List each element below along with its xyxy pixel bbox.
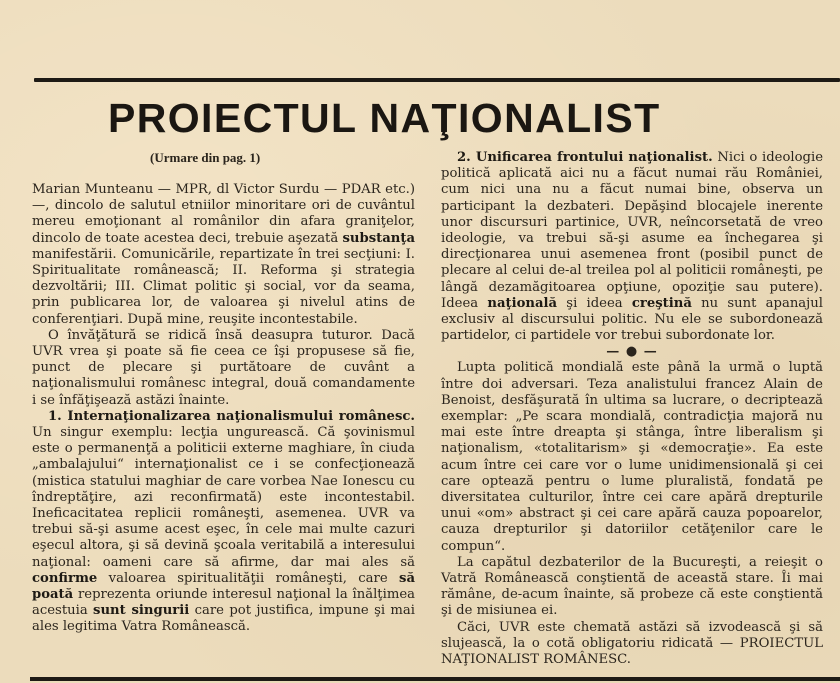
continued-from-note: (Urmare din pag. 1) <box>150 150 261 165</box>
paragraph-right-1 <box>441 150 823 344</box>
bold-text: creştină <box>631 295 692 311</box>
paragraph-left-3 <box>32 409 415 636</box>
bottom-rule-divider <box>30 677 840 681</box>
bold-text: confirme <box>32 570 98 586</box>
text: reprezenta oriunde interesul naţional la înălţimea acestuia <box>32 587 415 619</box>
paragraph-right-3: La capătul dezbaterilor de la Bucureşti, a reieşit o Vatră Românească conştientă de această stare. Îi mai rămâne, de-acum înainte, să probeze că este conştientă şi de misiunea ei. <box>441 554 823 619</box>
text: Nici o ideologie politică aplicată aici nu a făcut numai rău României, cum nici una nu a făcut numai bine, observa un participant la dezbateri. Depăşind blocajele inerente unor discursuri partinice, UVR, neîncorsetată de vreo ideologie, va trebui să-şi asume ea închegarea şi direcţionarea unui asemenea front (posibil punct de plecare al celui de-al treilea pol al politicii româneşti, pe lângă dezamăgitoarea opţiune, opoziţie sau putere). Ideea <box>441 150 824 311</box>
paragraph-left-1 <box>32 182 415 328</box>
left-column <box>32 150 415 636</box>
bold-text: să poată <box>32 570 415 603</box>
bold-text: substanţa <box>342 230 415 246</box>
text: Marian Munteanu — MPR, dl Victor Surdu — PDAR etc.) —, dincolo de salutul etniilor minoritare ori de cuvântul mereu emoţionant al românilor din afara graniţelor, dincolo de toate acestea deci, trebuie aşezată <box>32 182 415 246</box>
section-heading-1: 1. Internaţionalizarea naţionalismului românesc. <box>48 408 415 424</box>
text: manifestării. Comunicările, repartizate în trei secţiuni: I. Spiritualitate românească; II. Reforma şi strategia dezvoltării; III. Climat politic şi social, vor da seama, prin publicarea lor, de valoarea şi nivelul atins de conferenţiari. După mine, reuşite incontestabile. <box>32 246 415 327</box>
section-heading-2: 2. Unificarea frontului naţionalist. <box>457 150 713 165</box>
right-column <box>441 150 823 668</box>
paragraph-left-2: O învăţătură se ridică însă deasupra tuturor. Dacă UVR vrea şi poate să fie ceea ce îşi propusese să fie, punct de plecare şi purtătoare de cuvânt a naţionalismului românesc integral, două comandamente i se înfăţişează astăzi înainte. <box>32 327 415 408</box>
text: nu sunt apanajul exclusiv al discursului politic. Nu ele se subordonează partidelor, ci partidele vor trebui subordonate lor. <box>441 295 823 344</box>
bold-text: sunt singurii <box>93 603 190 619</box>
text: valoarea spiritualităţii româneşti, care <box>97 570 400 586</box>
section-separator: — ● — <box>606 344 658 360</box>
article-headline: PROIECTUL NAŢIONALIST <box>108 95 661 141</box>
text: Un singur exemplu: lecţia ungurească. Că şovinismul este o permanenţă a politicii externe maghiare, în ciuda „ambalajului“ internaţionalist ce i se confecţionează (mistica statului maghiar de care vorbea Nae Ionescu cu îndreptăţire, azi reconfirmată) este incontestabil. Ineficacitatea replicii româneşti, asemenea. UVR va trebui să-şi asume acest eşec, în cele mai multe cazuri eşecul altora, şi să devină şcoala veritabilă a interesului naţional: oameni care să afirme, dar mai ales să <box>32 425 415 570</box>
paragraph-right-4: Căci, UVR este chemată astăzi să izvodească şi să slujească, la o cotă obligatoriu ridicată — PROIECTUL NAŢIONALIST ROMÂNESC. <box>441 619 823 668</box>
bold-text: naţională <box>487 295 558 311</box>
text: care pot justifica, impune şi mai ales legitima Vatra Românească. <box>32 603 415 635</box>
paragraph-right-2: Lupta politică mondială este până la urmă o luptă între doi adversari. Teza analistului francez Alain de Benoist, desfăşurată în ultima sa lucrare, o decriptează exemplar: „Pe scara mondială, contradicţia majoră nu mai este între dreapta şi stânga, între liberalism şi naţionalism, «totalitarism» şi «democraţie». Ea este acum între cei care vor o lume unidimensională şi cei care optează pentru o lume pluralistă, fondată pe diversitatea culturilor, între cei care apără drepturile unui «om» abstract şi cei care apără cauza popoarelor, cauza drepturilor şi datoriilor cetăţenilor care le compun“. <box>441 360 823 554</box>
top-rule-divider <box>34 78 840 82</box>
text: şi ideea <box>557 295 632 311</box>
